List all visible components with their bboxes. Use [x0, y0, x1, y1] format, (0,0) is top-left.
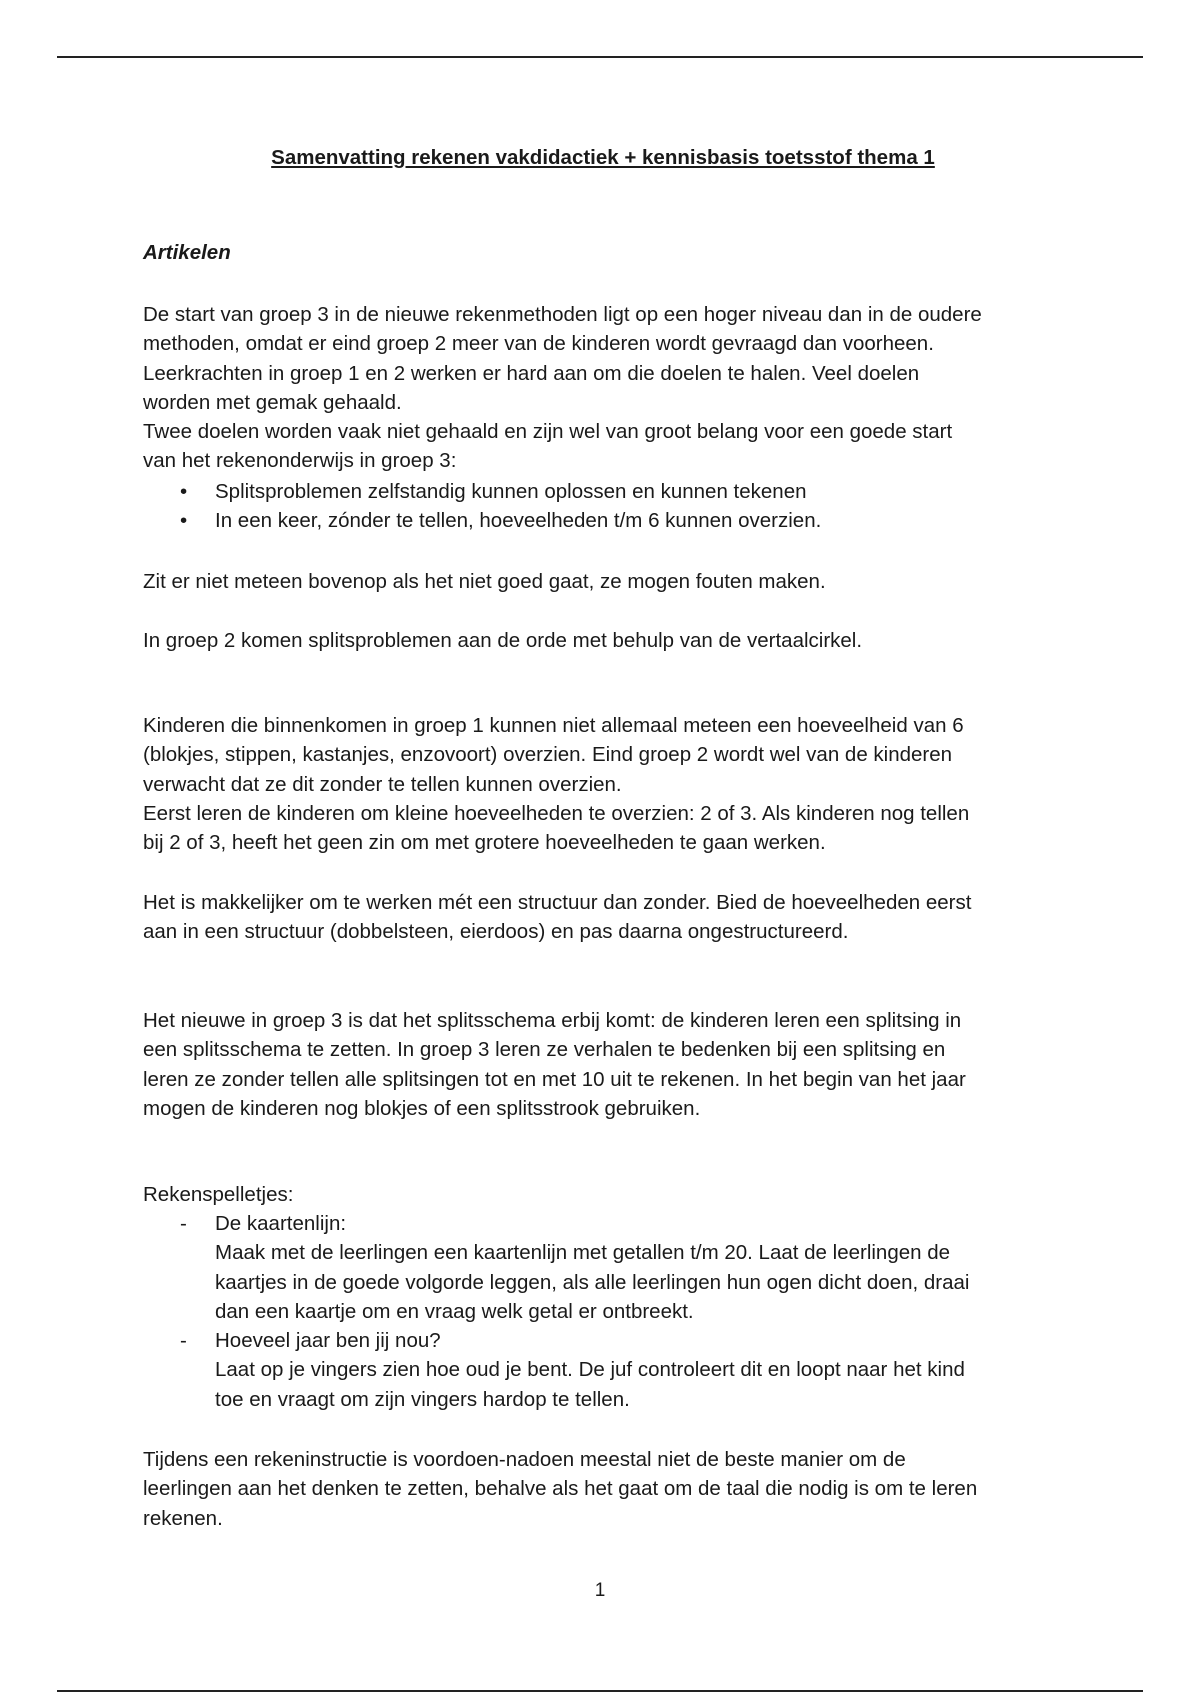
dash-marker: - [180, 1329, 187, 1353]
paragraph-line: bij 2 of 3, heeft het geen zin om met grotere hoeveelheden te gaan werken. [143, 831, 826, 855]
paragraph-line: Het nieuwe in groep 3 is dat het splitsschema erbij komt: de kinderen leren een splitsing in [143, 1009, 962, 1032]
dash-marker: - [180, 1212, 187, 1235]
bullet-marker: • [180, 509, 188, 533]
paragraph-mistakes [143, 567, 1063, 596]
paragraph-structure [143, 888, 1063, 947]
paragraph-line: methoden, omdat er eind groep 2 meer van de kinderen wordt gevraagd dan voorheen. [143, 332, 934, 356]
paragraph-quantities [143, 711, 1063, 857]
games-dash-list [143, 1209, 1063, 1414]
game-line: kaartjes in de goede volgorde leggen, als alle leerlingen hun ogen dicht doen, draai [215, 1270, 970, 1294]
paragraph-line: Eerst leren de kinderen om kleine hoeveelheden te overzien: 2 of 3. Als kinderen nog tellen [143, 801, 970, 825]
paragraph-games-heading [143, 1180, 1063, 1209]
paragraph-line: van het rekenonderwijs in groep 3: [143, 449, 457, 473]
paragraph-line: Zit er niet meteen bovenop als het niet goed gaat, ze mogen fouten maken. [143, 570, 826, 593]
paragraph-line: Tijdens een rekeninstructie is voordoen-nadoen meestal niet de beste manier om de [143, 1448, 906, 1471]
paragraph-line: verwacht dat ze dit zonder te tellen kunnen overzien. [143, 772, 622, 796]
paragraph-line: mogen de kinderen nog blokjes of een splitsstrook gebruiken. [143, 1096, 701, 1120]
goals-bullet-list [143, 477, 1063, 536]
paragraph-line: rekenen. [143, 1506, 223, 1530]
document-title: Samenvatting rekenen vakdidactiek + kennisbasis toetsstof thema 1 [271, 146, 935, 169]
game-line: toe en vraagt om zijn vingers hardop te tellen. [215, 1387, 630, 1411]
paragraph-line: (blokjes, stippen, kastanjes, enzovoort) overzien. Eind groep 2 wordt wel van de kinderen [143, 743, 953, 767]
game-line: Laat op je vingers zien hoe oud je bent. De juf controleert dit en loopt naar het kind [215, 1358, 965, 1382]
paragraph-line: een splitsschema te zetten. In groep 3 leren ze verhalen te bedenken bij een splitsing en [143, 1038, 946, 1062]
paragraph-intro [143, 300, 1063, 476]
paragraph-line: Rekenspelletjes: [143, 1183, 294, 1206]
paragraph-line: worden met gemak gehaald. [143, 390, 402, 414]
paragraph-line: Het is makkelijker om te werken mét een structuur dan zonder. Bied de hoeveelheden eerst [143, 891, 972, 914]
bottom-rule [57, 1690, 1143, 1692]
paragraph-line: Kinderen die binnenkomen in groep 1 kunnen niet allemaal meteen een hoeveelheid van 6 [143, 714, 964, 737]
bullet-marker: • [180, 480, 188, 503]
paragraph-line: aan in een structuur (dobbelsteen, eierdoos) en pas daarna ongestructureerd. [143, 920, 849, 944]
paragraph-line: Twee doelen worden vaak niet gehaald en zijn wel van groot belang voor een goede start [143, 420, 953, 444]
list-item [143, 1209, 1063, 1326]
list-item-text: Splitsproblemen zelfstandig kunnen oplossen en kunnen tekenen [215, 480, 807, 503]
paragraph-instruction [143, 1445, 1063, 1533]
page-number: 1 [594, 1580, 606, 1601]
paragraph-line: In groep 2 komen splitsproblemen aan de orde met behulp van de vertaalcirkel. [143, 629, 863, 652]
game-line: Maak met de leerlingen een kaartenlijn met getallen t/m 20. Laat de leerlingen de [215, 1241, 951, 1265]
game-title: De kaartenlijn: [215, 1212, 347, 1235]
top-rule [57, 56, 1143, 58]
list-item-text: In een keer, zónder te tellen, hoeveelheden t/m 6 kunnen overzien. [215, 509, 822, 533]
section-heading: Artikelen [143, 241, 231, 264]
paragraph-line: leerlingen aan het denken te zetten, behalve als het gaat om de taal die nodig is om te leren [143, 1477, 978, 1501]
paragraph-splitsschema [143, 1006, 1063, 1123]
list-item [143, 477, 1063, 506]
paragraph-line: Leerkrachten in groep 1 en 2 werken er hard aan om die doelen te halen. Veel doelen [143, 361, 920, 385]
paragraph-line: leren ze zonder tellen alle splitsingen tot en met 10 uit te rekenen. In het begin van het jaar [143, 1067, 966, 1091]
paragraph-line: De start van groep 3 in de nieuwe rekenmethoden ligt op een hoger niveau dan in de oudere [143, 303, 982, 326]
list-item [143, 1326, 1063, 1414]
list-item [143, 506, 1063, 535]
paragraph-vertaalcirkel [143, 626, 1063, 655]
game-line: dan een kaartje om en vraag welk getal er ontbreekt. [215, 1299, 694, 1323]
game-title: Hoeveel jaar ben jij nou? [215, 1329, 441, 1353]
